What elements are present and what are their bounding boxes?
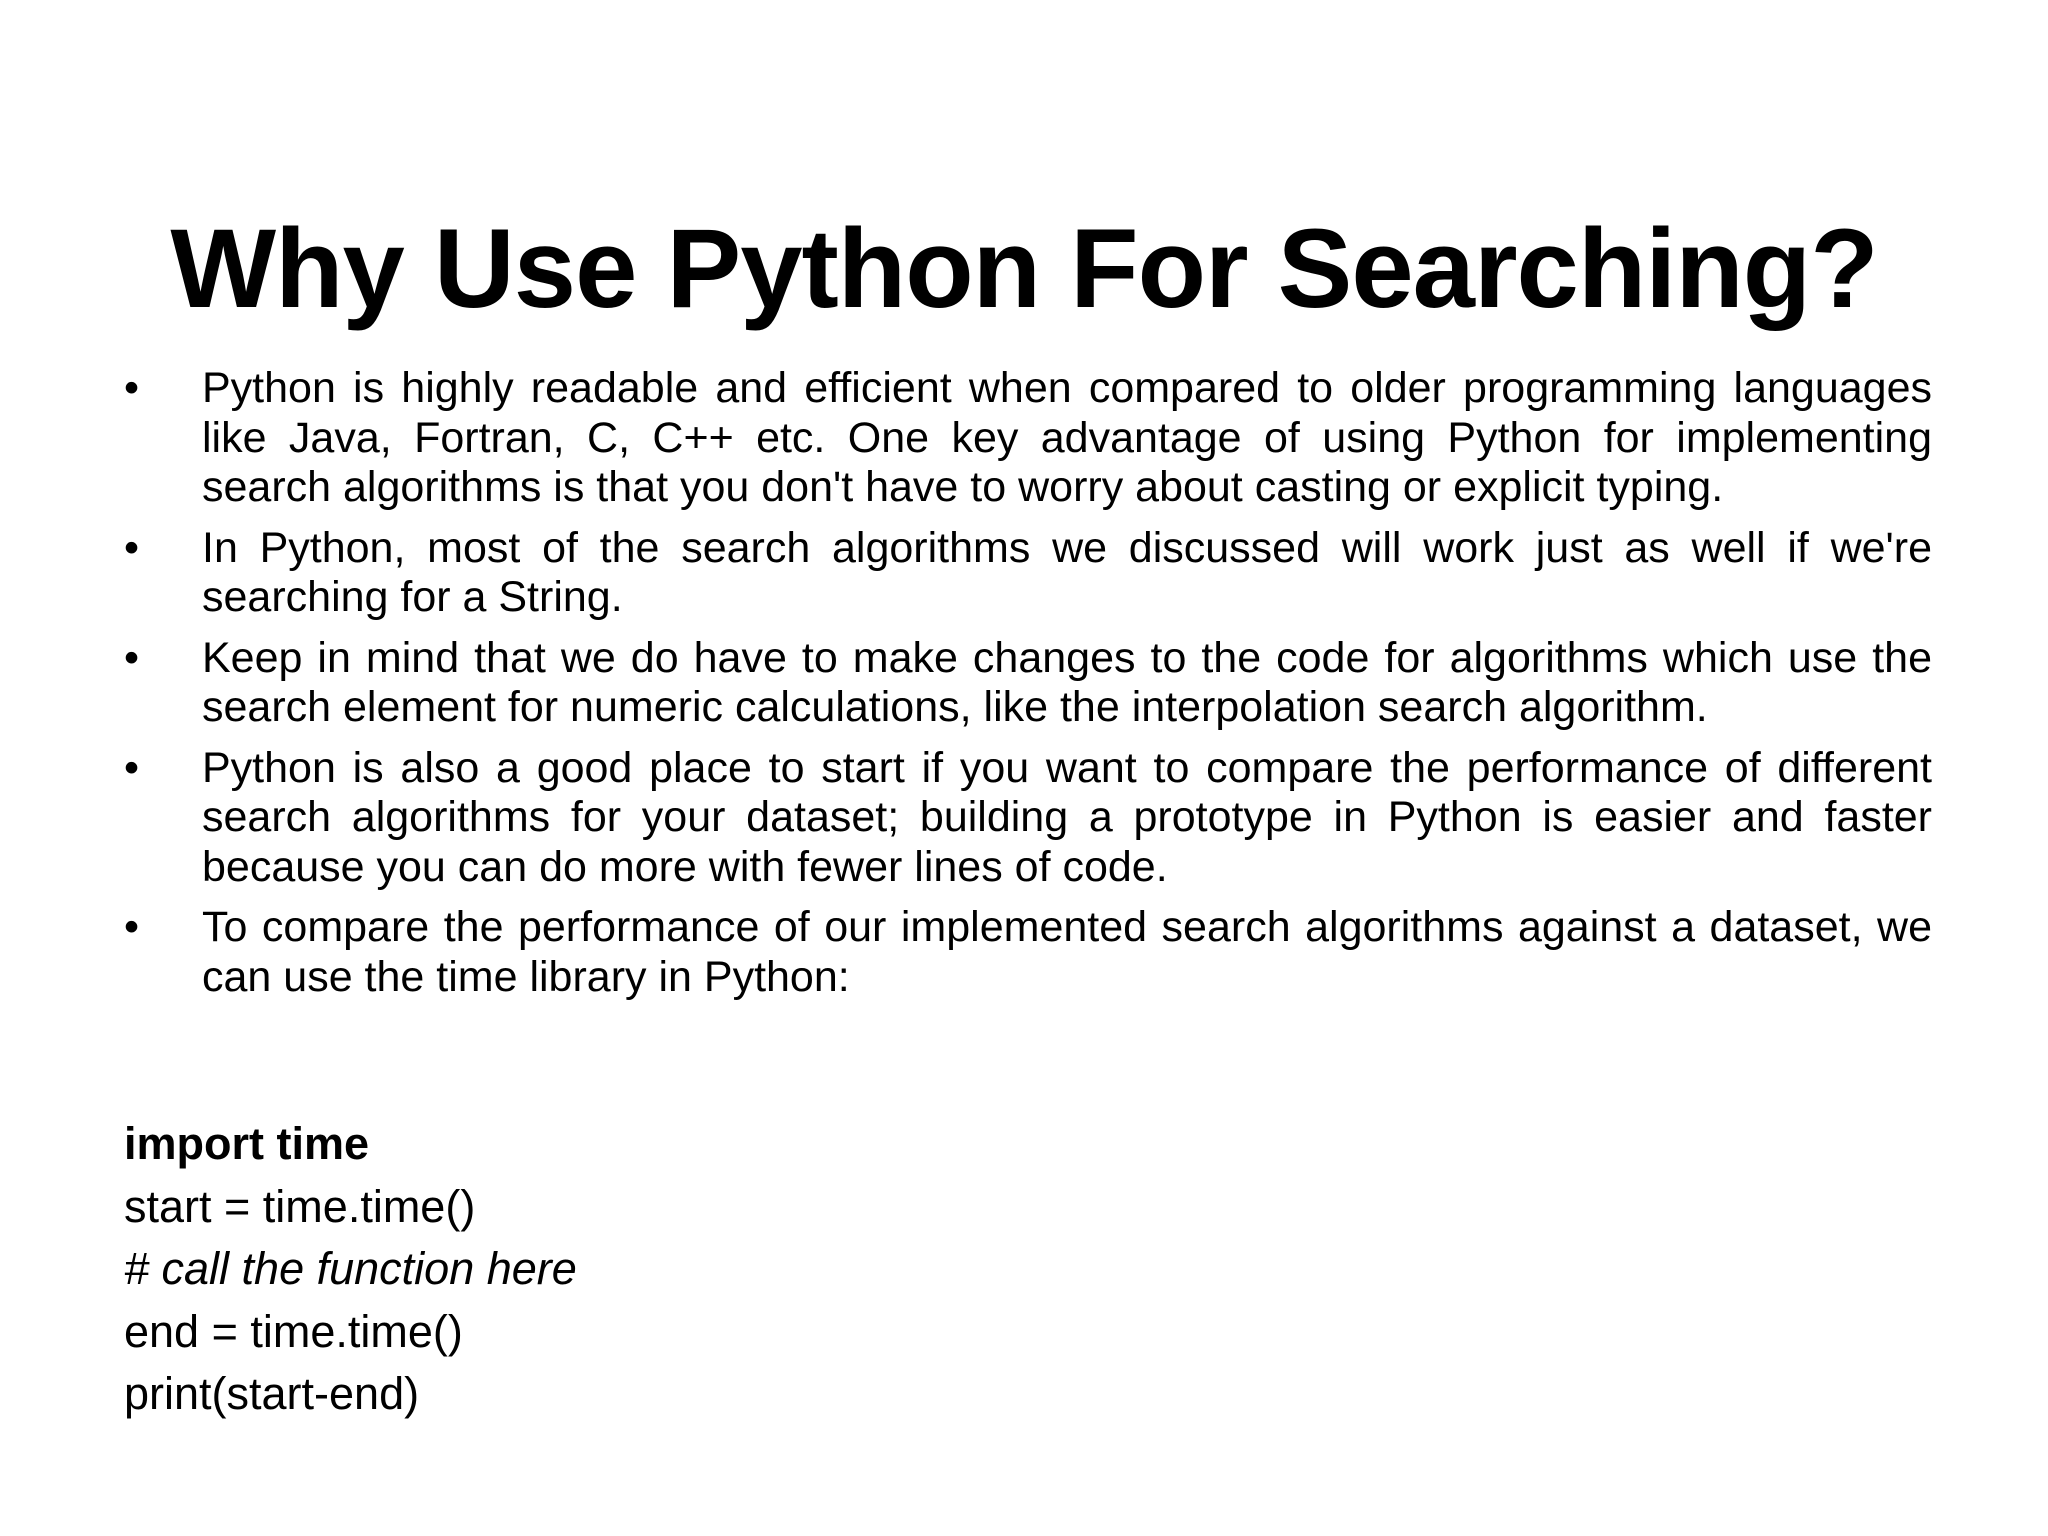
bullet-text: Python is also a good place to start if you want to compare the performance of different search algorithms for your dataset; building a prototype in Python is easier and faster because you can do more with fewer lines of code. [202,743,1932,891]
code-line-print: print(start-end) [124,1368,420,1419]
code-line-import: import time [124,1118,370,1169]
bullet-icon: • [124,903,140,951]
bullet-item [124,634,1932,733]
bullet-item [124,524,1932,623]
bullet-icon: • [124,364,140,412]
bullet-item [124,903,1932,1002]
code-line-end: end = time.time() [124,1305,463,1357]
bullet-icon: • [124,633,140,682]
bullet-text: Keep in mind that we do have to make changes to the code for algorithms which use the search element for numeric calculations, like the interpolation search algorithm. [202,633,1932,731]
slide-title: Why Use Python For Searching? [170,206,1878,332]
bullet-text: In Python, most of the search algorithms we discussed will work just as well if we're searching for a String. [202,523,1932,621]
code-line-start: start = time.time() [124,1180,476,1232]
bullet-item [124,744,1932,893]
bullet-item [124,364,1932,513]
bullet-text: Python is highly readable and efficient when compared to older programming languages like Java, Fortran, C, C++ etc. One key advantage of using Python for implementing search algorithms is that you don't have to worry about casting or explicit typing. [202,364,1932,511]
code-line-comment: # call the function here [124,1243,577,1294]
code-snippet [124,1113,1324,1426]
bullet-list [124,364,1932,1013]
bullet-icon: • [124,743,140,792]
bullet-icon: • [124,523,140,572]
bullet-text: To compare the performance of our implemented search algorithms against a dataset, we can use the time library in Python: [202,903,1932,1001]
